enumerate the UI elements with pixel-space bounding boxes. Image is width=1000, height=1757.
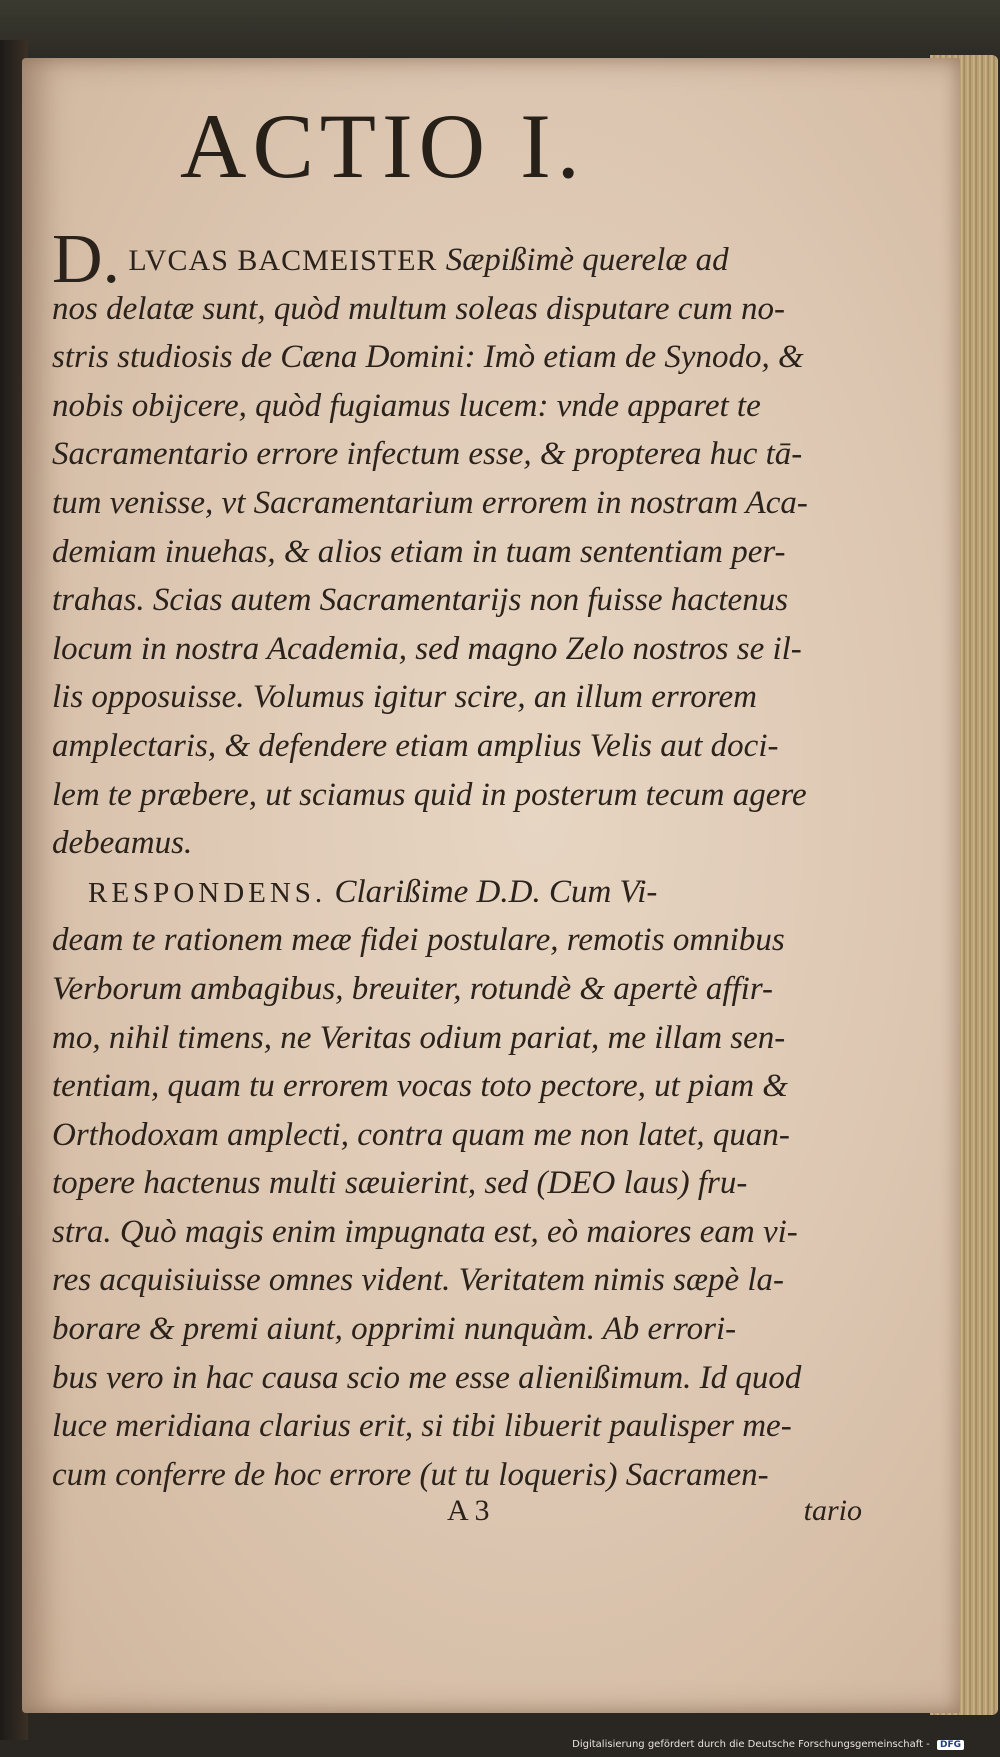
text-line — [52, 221, 862, 298]
dfg-logo: DFG — [937, 1740, 964, 1750]
text-line: tum venisse, vt Sacramentarium errorem in nostram Aca- — [52, 484, 808, 521]
text-line: res acquisiuisse omnes vident. Veritatem nimis sæpè la- — [52, 1262, 785, 1299]
catchword: tario — [803, 1494, 862, 1527]
signature-mark: A 3 — [447, 1494, 490, 1527]
page-heading: ACTIO I. — [180, 95, 586, 197]
text-line: demiam inuehas, & alios etiam in tuam sententiam per- — [52, 533, 786, 570]
text-line: tentiam, quam tu errorem vocas toto pectore, ut piam & — [52, 1068, 788, 1105]
text-line: mo, nihil timens, ne Veritas odium pariat, me illam sen- — [52, 1019, 786, 1056]
text-line: amplectaris, & defendere etiam amplius Velis aut doci- — [52, 727, 779, 764]
text-line: cum conferre de hoc errore (ut tu loqueris) Sacramen- — [52, 1456, 769, 1493]
text-line: lis opposuisse. Volumus igitur scire, an illum errorem — [52, 679, 757, 716]
page-footer — [52, 1494, 862, 1534]
respondent-label: RESPONDENS. — [88, 876, 327, 909]
text-line: topere hactenus multi sæuierint, sed (DEO laus) fru- — [52, 1165, 748, 1202]
binding-board-top — [0, 0, 1000, 60]
speaker-name: LVCAS BACMEISTER — [128, 244, 438, 277]
text-line: Verborum ambagibus, breuiter, rotundè & apertè affir- — [52, 970, 774, 1007]
text-line: luce meridiana clarius erit, si tibi libuerit paulisper me- — [52, 1408, 792, 1445]
drop-cap: D. — [52, 221, 121, 298]
text-line-rest: Sæpißimè querelæ ad — [445, 242, 729, 278]
text-line: trahas. Scias autem Sacramentarijs non fuisse hactenus — [52, 582, 789, 619]
text-line: nos delatæ sunt, quòd multum soleas disputare cum no- — [52, 290, 786, 327]
text-line: lem te præbere, ut sciamus quid in posterum tecum agere — [52, 776, 807, 813]
text-line — [52, 868, 862, 917]
text-line-rest: Clarißime D.D. Cum Vi- — [334, 873, 658, 910]
text-line: Orthodoxam amplecti, contra quam me non latet, quan- — [52, 1116, 790, 1153]
text-line: Sacramentario errore infectum esse, & propterea huc tā- — [52, 436, 803, 473]
credit-text: Digitalisierung gefördert durch die Deutsche Forschungsgemeinschaft - — [572, 1739, 930, 1750]
text-line: locum in nostra Academia, sed magno Zelo nostros se il- — [52, 630, 802, 667]
text-line: debeamus. — [52, 825, 193, 862]
text-line: bus vero in hac causa scio me esse alienißimum. Id quod — [52, 1359, 802, 1396]
text-line: nobis obijcere, quòd fugiamus lucem: vnde apparet te — [52, 387, 761, 424]
text-line: deam te rationem meæ fidei postulare, remotis omnibus — [52, 922, 785, 959]
text-line: borare & premi aiunt, opprimi nunquàm. Ab errori- — [52, 1311, 737, 1348]
text-line: stris studiosis de Cæna Domini: Imò etiam de Synodo, & — [52, 339, 804, 376]
digitization-credit — [572, 1739, 964, 1750]
text-block — [52, 221, 862, 1499]
text-line: stra. Quò magis enim impugnata est, eò maiores eam vi- — [52, 1213, 798, 1250]
